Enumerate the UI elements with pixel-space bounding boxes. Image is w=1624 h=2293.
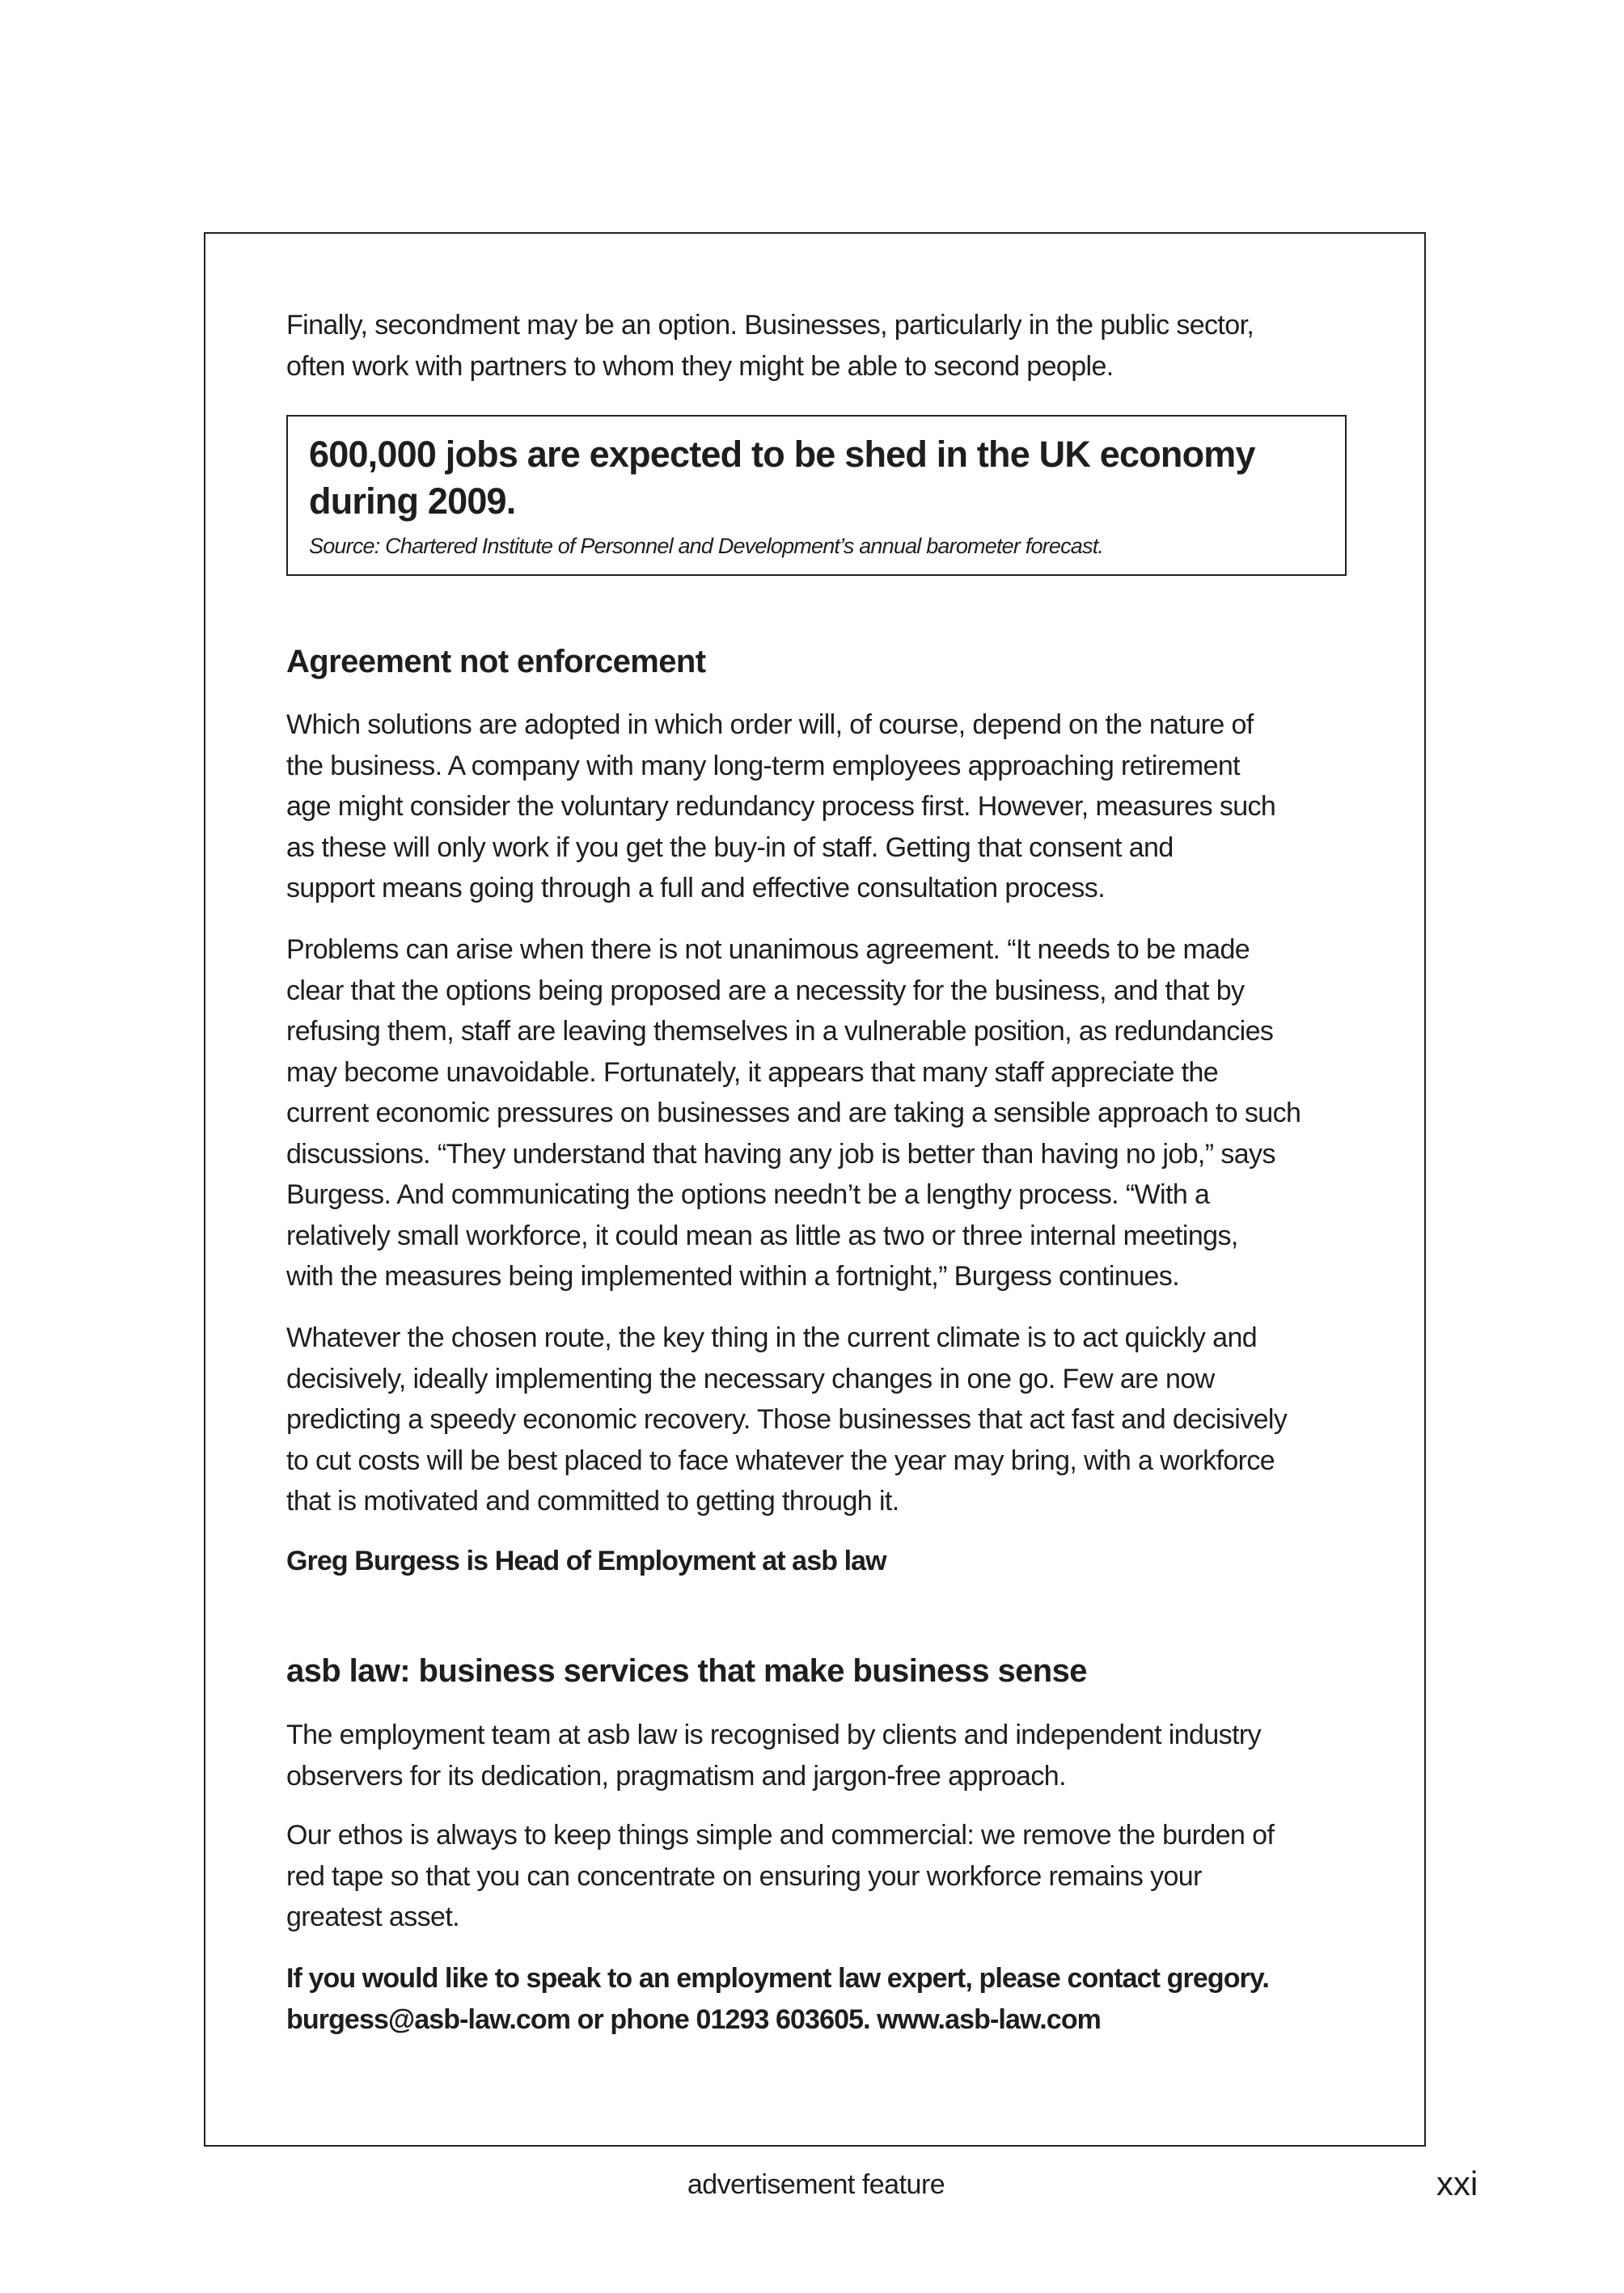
text-line: 600,000 jobs are expected to be shed in the UK economy: [309, 434, 1255, 475]
callout-source: Source: Chartered Institute of Personnel and Development’s annual barometer forecast.: [309, 534, 1104, 558]
paragraph: [286, 1715, 1354, 1796]
text-line: Which solutions are adopted in which order will, of course, depend on the nature of: [286, 709, 1254, 740]
text-line: burgess@asb-law.com or phone 01293 603605. www.asb-law.com: [286, 2003, 1102, 2035]
text-line: current economic pressures on businesses and are taking a sensible approach to such: [286, 1098, 1301, 1128]
text-line: discussions. “They understand that having any job is better than having no job,” says: [286, 1138, 1275, 1170]
text-line: Our ethos is always to keep things simple and commercial: we remove the burden of: [286, 1820, 1275, 1851]
text-line: that is motivated and committed to getting through it.: [286, 1486, 899, 1517]
paragraph: [286, 1815, 1354, 1938]
text-line: clear that the options being proposed are a necessity for the business, and that by: [286, 975, 1245, 1006]
footer-label: advertisement feature: [687, 2169, 945, 2200]
text-line: as these will only work if you get the buy-in of staff. Getting that consent and: [286, 831, 1174, 863]
text-line: Finally, secondment may be an option. Businesses, particularly in the public sector,: [286, 310, 1254, 341]
text-line: Burgess. And communicating the options needn’t be a lengthy process. “With a: [286, 1179, 1210, 1210]
text-line: relatively small workforce, it could mean as little as two or three internal meetings,: [286, 1220, 1238, 1251]
text-line: decisively, ideally implementing the necessary changes in one go. Few are now: [286, 1363, 1215, 1394]
section-heading: asb law: business services that make business sense: [286, 1653, 1087, 1689]
text-line: the business. A company with many long-term employees approaching retirement: [286, 750, 1241, 781]
paragraph: [286, 929, 1354, 1297]
text-line: predicting a speedy economic recovery. Those businesses that act fast and decisively: [286, 1404, 1288, 1435]
text-line: red tape so that you can concentrate on ensuring your workforce remains your: [286, 1860, 1202, 1892]
callout-headline: [309, 431, 1255, 525]
paragraph: [286, 1318, 1354, 1522]
contact-info: [286, 1958, 1354, 2040]
text-line: age might consider the voluntary redundancy process first. However, measures such: [286, 791, 1276, 822]
intro-paragraph: [286, 305, 1354, 387]
text-line: Problems can arise when there is not unanimous agreement. “It needs to be made: [286, 934, 1250, 965]
section-heading: Agreement not enforcement: [286, 644, 706, 679]
text-line: with the measures being implemented within a fortnight,” Burgess continues.: [286, 1261, 1180, 1292]
page-number: xxi: [1436, 2164, 1478, 2202]
text-line: refusing them, staff are leaving themselves in a vulnerable position, as redundancies: [286, 1016, 1274, 1047]
text-line: greatest asset.: [286, 1902, 460, 1932]
text-line: during 2009.: [309, 480, 516, 522]
statistic-callout-box: [286, 415, 1347, 576]
author-byline: [286, 1541, 1354, 1582]
text-line: observers for its dedication, pragmatism and jargon-free approach.: [286, 1760, 1066, 1792]
text-line: Whatever the chosen route, the key thing in the current climate is to act quickly and: [286, 1322, 1258, 1353]
text-line: support means going through a full and effective consultation process.: [286, 873, 1106, 903]
text-line: The employment team at asb law is recognised by clients and independent industry: [286, 1720, 1262, 1750]
text-line: Greg Burgess is Head of Employment at asb law: [286, 1546, 886, 1576]
paragraph: [286, 704, 1354, 909]
text-line: often work with partners to whom they might be able to second people.: [286, 350, 1114, 382]
text-line: to cut costs will be best placed to face whatever the year may bring, with a workforce: [286, 1445, 1275, 1476]
text-line: If you would like to speak to an employment law expert, please contact gregory.: [286, 1963, 1269, 1994]
text-line: may become unavoidable. Fortunately, it appears that many staff appreciate the: [286, 1056, 1219, 1088]
